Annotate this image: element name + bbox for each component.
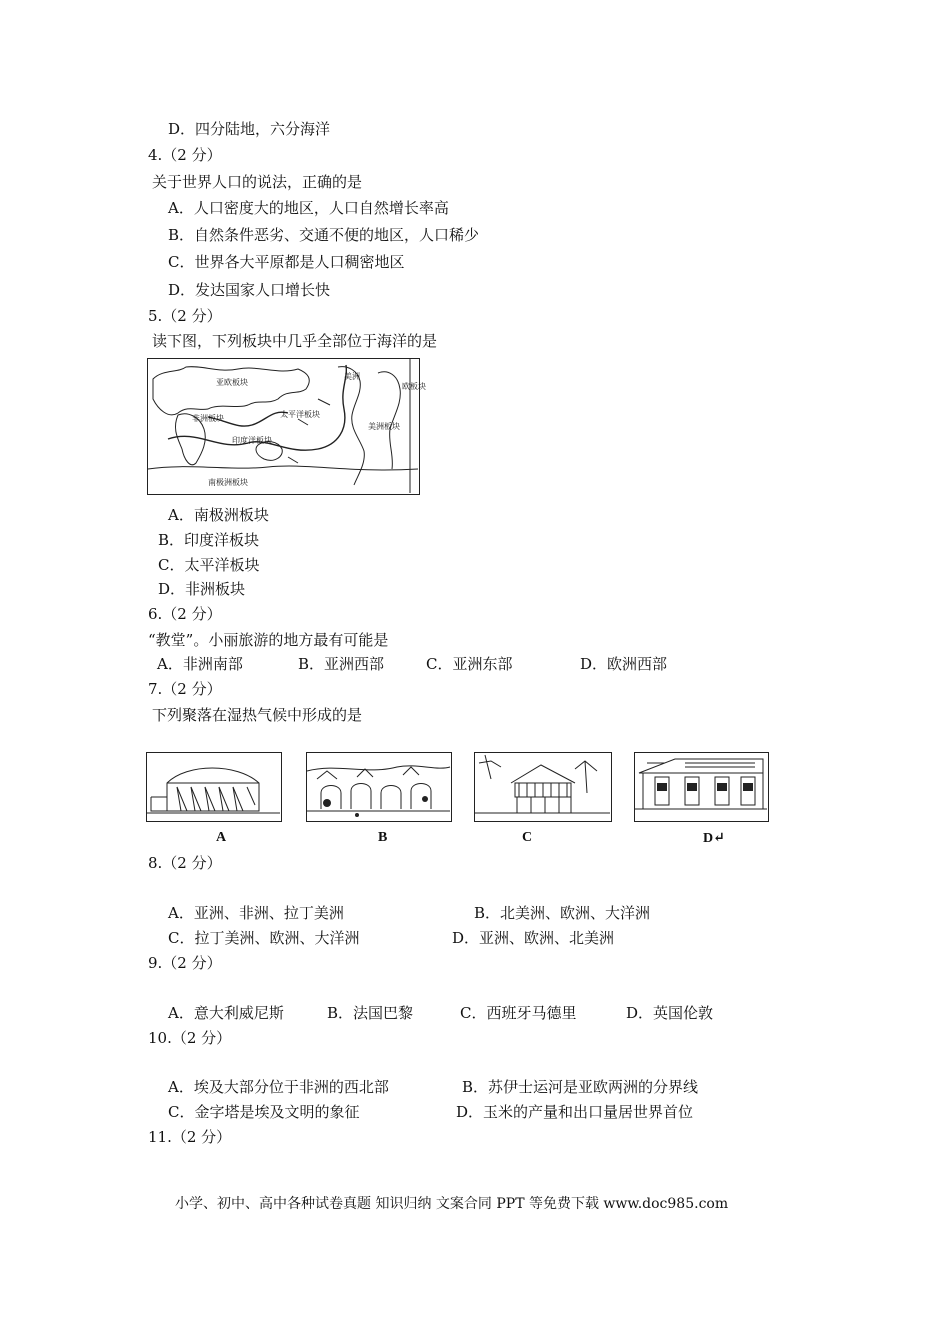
q9-option-c: C．西班牙马德里 — [460, 1004, 577, 1022]
map-label-america-right: 美洲板块 — [368, 422, 400, 431]
map-label-indian: 印度洋板块 — [232, 436, 272, 445]
q4-header: 4.（2 分） — [148, 146, 222, 164]
q3-option-d: D．四分陆地，六分海洋 — [168, 120, 331, 138]
q10-option-c: C．金字塔是埃及文明的象征 — [168, 1103, 360, 1121]
q10-header: 10.（2 分） — [148, 1029, 232, 1047]
settlement-label-a: A — [216, 830, 227, 845]
map-label-africa: 非洲板块 — [192, 414, 224, 423]
settlement-picture-a — [146, 752, 282, 822]
map-label-right-edge: 欧板块 — [402, 382, 426, 391]
stilt-house-illustration — [475, 753, 610, 820]
q11-header: 11.（2 分） — [148, 1128, 232, 1146]
q5-option-c: C．太平洋板块 — [158, 556, 260, 574]
settlement-label-b: B — [378, 830, 388, 845]
q6-header: 6.（2 分） — [148, 605, 222, 623]
q6-option-a: A．非洲南部 — [157, 655, 243, 673]
q5-option-d: D．非洲板块 — [158, 580, 246, 598]
q4-option-b: B．自然条件恶劣、交通不便的地区，人口稀少 — [168, 226, 480, 244]
page-footer: 小学、初中、高中各种试卷真题 知识归纳 文案合同 PPT 等免费下载 www.doc985.com — [175, 1196, 729, 1212]
q9-header: 9.（2 分） — [148, 954, 222, 972]
map-label-pacific: 太平洋板块 — [280, 410, 320, 419]
q9-option-d: D．英国伦敦 — [626, 1004, 714, 1022]
settlement-label-c: C — [522, 830, 533, 845]
q5-stem: 读下图，下列板块中几乎全部位于海洋的是 — [152, 332, 438, 350]
q7-header: 7.（2 分） — [148, 680, 222, 698]
q8-option-a: A．亚洲、非洲、拉丁美洲 — [168, 904, 344, 922]
stone-house-illustration — [635, 753, 767, 820]
q8-option-b: B．北美洲、欧洲、大洋洲 — [474, 904, 651, 922]
q4-stem: 关于世界人口的说法，正确的是 — [152, 173, 363, 191]
q9-option-b: B．法国巴黎 — [327, 1004, 414, 1022]
settlement-picture-d — [634, 752, 769, 822]
q8-header: 8.（2 分） — [148, 854, 222, 872]
map-label-america: 美洲 — [344, 372, 360, 381]
q6-option-c: C．亚洲东部 — [426, 655, 513, 673]
q8-option-d: D．亚洲、欧洲、北美洲 — [452, 929, 615, 947]
map-label-eurasia: 亚欧板块 — [216, 378, 248, 387]
yurt-illustration — [147, 753, 280, 820]
q6-option-b: B．亚洲西部 — [298, 655, 385, 673]
settlement-picture-b — [306, 752, 452, 822]
q5-option-a: A．南极洲板块 — [168, 506, 269, 524]
plate-map-drawing — [148, 359, 426, 493]
settlement-label-d: D↵ — [703, 831, 725, 846]
q8-option-c: C．拉丁美洲、欧洲、大洋洲 — [168, 929, 360, 947]
q6-stem: “教堂”。小丽旅游的地方最有可能是 — [148, 631, 389, 649]
q5-header: 5.（2 分） — [148, 307, 222, 325]
q10-option-a: A．埃及大部分位于非洲的西北部 — [168, 1078, 389, 1096]
q4-option-c: C．世界各大平原都是人口稠密地区 — [168, 253, 405, 271]
q4-option-d: D．发达国家人口增长快 — [168, 281, 331, 299]
q10-option-d: D．玉米的产量和出口量居世界首位 — [456, 1103, 694, 1121]
q7-stem: 下列聚落在湿热气候中形成的是 — [152, 706, 363, 724]
cave-dwelling-illustration — [307, 753, 450, 820]
map-label-antarctic: 南极洲板块 — [208, 478, 248, 487]
settlement-picture-c — [474, 752, 612, 822]
q4-option-a: A．人口密度大的地区，人口自然增长率高 — [168, 199, 449, 217]
plate-map — [147, 358, 426, 495]
q5-option-b: B．印度洋板块 — [158, 531, 260, 549]
q10-option-b: B．苏伊士运河是亚欧两洲的分界线 — [462, 1078, 699, 1096]
q6-option-d: D．欧洲西部 — [580, 655, 668, 673]
q9-option-a: A．意大利威尼斯 — [168, 1004, 284, 1022]
